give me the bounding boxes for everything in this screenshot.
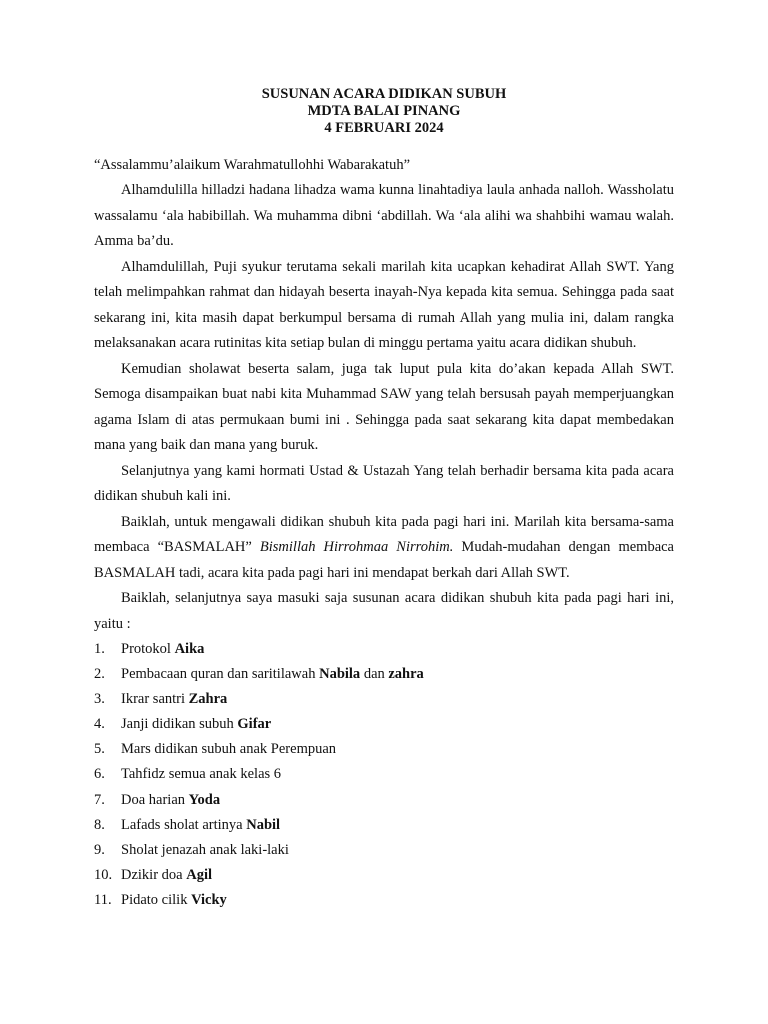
basmalah-text-b: Mudah-mudahan dengan membaca BASMALAH tadi, acara kita pada pagi hari ini mendapat berkah dari Allah SWT. [94,539,674,581]
agenda-item-text: Pembacaan quran dan saritilawah [121,666,320,683]
agenda-item-performer: Vicky [191,891,227,908]
paragraph-agenda-intro: Baiklah, selanjutnya saya masuki saja susunan acara didikan shubuh kita pada pagi hari ini, yaitu : [94,590,674,632]
agenda-item [94,838,674,863]
agenda-item-text: Ikrar santri [121,691,189,708]
greeting-salam: “Assalammu’alaikum Warahmatullohhi Wabarakatuh” [94,157,411,173]
agenda-item-text: Mars didikan subuh anak Perempuan [121,741,337,758]
agenda-item-performer: zahra [388,666,424,683]
agenda-item-text: Janji didikan subuh [121,716,238,733]
agenda-item-number: 5. [94,741,105,758]
agenda-item-performer: Zahra [188,691,228,708]
agenda-item-text: Doa harian [121,791,189,808]
header-title: SUSUNAN ACARA DIDIKAN SUBUH [261,86,507,102]
paragraph-basmalah [94,510,674,587]
agenda-item-performer: Yoda [188,791,221,808]
agenda-item-number: 2. [94,666,105,683]
agenda-item-performer: Aika [174,641,205,657]
agenda-list [94,637,674,913]
agenda-item-text: Protokol [121,641,175,657]
paragraph-gratitude: Alhamdulillah, Puji syukur terutama sekali marilah kita ucapkan kehadirat Allah SWT. Yang telah melimpahkan rahmat dan hidayah beserta inayah-Nya kepada kita semua. Sehingga pada saat sekarang ini, kita masih dapat berkumpul bersama di rumah Allah yang mulia ini, dalam rangka melaksanakan acara rutinitas kita setiap bulan di minggu pertama yaitu acara didikan shubuh. [94,258,674,351]
agenda-item [94,637,674,662]
agenda-item-number: 1. [94,641,105,657]
paragraph-respect: Selanjutnya yang kami hormati Ustad & Ustazah Yang telah berhadir bersama kita pada acara didikan shubuh kali ini. [94,462,674,504]
agenda-item [94,762,674,787]
agenda-item-number: 6. [94,766,105,783]
agenda-item-performer: Nabila [319,666,361,683]
agenda-item-number: 10. [94,866,113,883]
agenda-item [94,662,674,687]
agenda-item-number: 4. [94,716,105,733]
agenda-item [94,863,674,888]
agenda-item [94,813,674,838]
agenda-item [94,737,674,762]
header-institution: MDTA BALAI PINANG [307,103,461,119]
agenda-item-performer: Agil [186,866,213,883]
agenda-item [94,687,674,712]
paragraph-opening-prayer: Alhamdulilla hilladzi hadana lihadza wama kunna linahtadiya laula anhada nalloh. Wassholatu wassalamu ‘ala habibillah. Wa muhamma dibni ‘abdillah. Wa ‘ala alihi wa shahbihi wamau walah. Amma ba’du. [94,182,674,249]
agenda-item [94,888,674,913]
agenda-item-text: Dzikir doa [121,866,187,883]
agenda-item-number: 3. [94,691,105,708]
document-header [94,86,674,137]
header-date: 4 FEBRUARI 2024 [324,120,444,136]
agenda-item-number: 8. [94,816,105,833]
agenda-item [94,712,674,737]
agenda-item-number: 7. [94,791,105,808]
basmalah-italic: Bismillah Hirrohmaa Nirrohim. [259,539,454,555]
agenda-item-text: Pidato cilik [121,891,192,908]
agenda-item-number: 11. [94,891,112,908]
agenda-item-conjunction: dan [360,666,389,683]
agenda-item-performer: Nabil [246,816,281,833]
agenda-item [94,788,674,813]
agenda-item-text: Lafads sholat artinya [121,816,247,833]
agenda-item-text: Sholat jenazah anak laki-laki [121,841,289,858]
agenda-item-number: 9. [94,841,105,858]
paragraph-sholawat: Kemudian sholawat beserta salam, juga tak luput pula kita do’akan kepada Allah SWT. Semoga disampaikan buat nabi kita Muhammad SAW yang telah bersusah payah memperjuangkan agama Islam di atas permukaan bumi ini . Sehingga pada saat sekarang kita dapat membedakan mana yang baik dan mana yang buruk. [94,360,674,453]
basmalah-text-a: Baiklah, untuk mengawali didikan shubuh kita pada pagi hari ini. Marilah kita bersama-sama membaca “BASMALAH” [94,513,674,555]
agenda-item-performer: Gifar [237,716,272,733]
agenda-item-text: Tahfidz semua anak kelas 6 [121,766,282,783]
